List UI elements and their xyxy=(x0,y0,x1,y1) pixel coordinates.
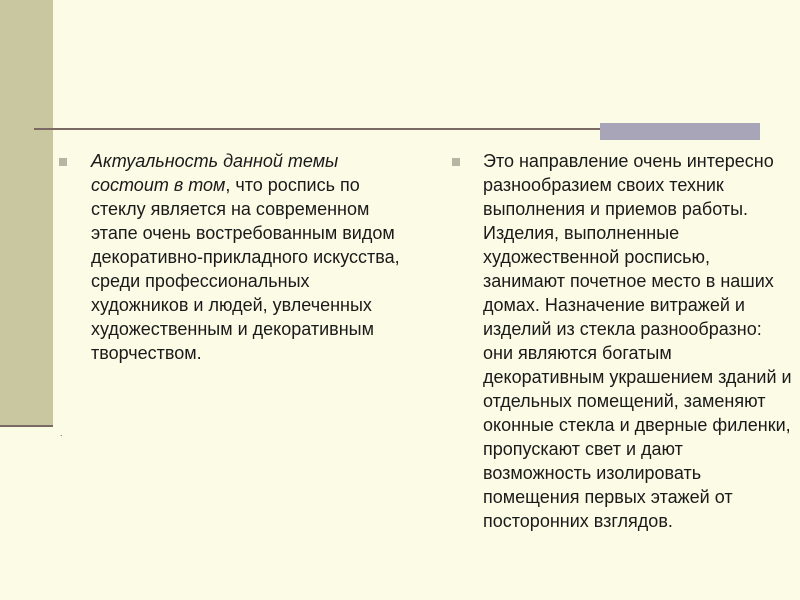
accent-block xyxy=(600,123,760,140)
left-paragraph xyxy=(91,149,406,365)
left-paragraph-italic: Актуальность данной темы состоит в том xyxy=(91,151,339,195)
right-paragraph: Это направление очень интересно разнообразием своих техник выполнения и приемов работы. Изделия, выполненные художественной росписью, занимают почетное место в наших домах. Назначение витражей и изделий из стекла разнообразно: они являются богатым декоративным украшением зданий и отдельных помещений, заменяют оконные стекла и дверные филенки, пропускают свет и дают возможность изолировать помещения первых этажей от посторонних взглядов. xyxy=(483,151,792,531)
side-strip xyxy=(0,0,53,425)
left-paragraph-text: , что роспись по стеклу является на современном этапе очень востребованным видом декоративно-прикладного искусства, среди профессиональных художников и людей, увлеченных художественным и декоративным творчеством. xyxy=(91,175,400,363)
strip-divider xyxy=(0,425,53,427)
bullet-right xyxy=(452,158,460,166)
stray-dot: . xyxy=(60,428,63,438)
bullet-left xyxy=(59,158,67,166)
